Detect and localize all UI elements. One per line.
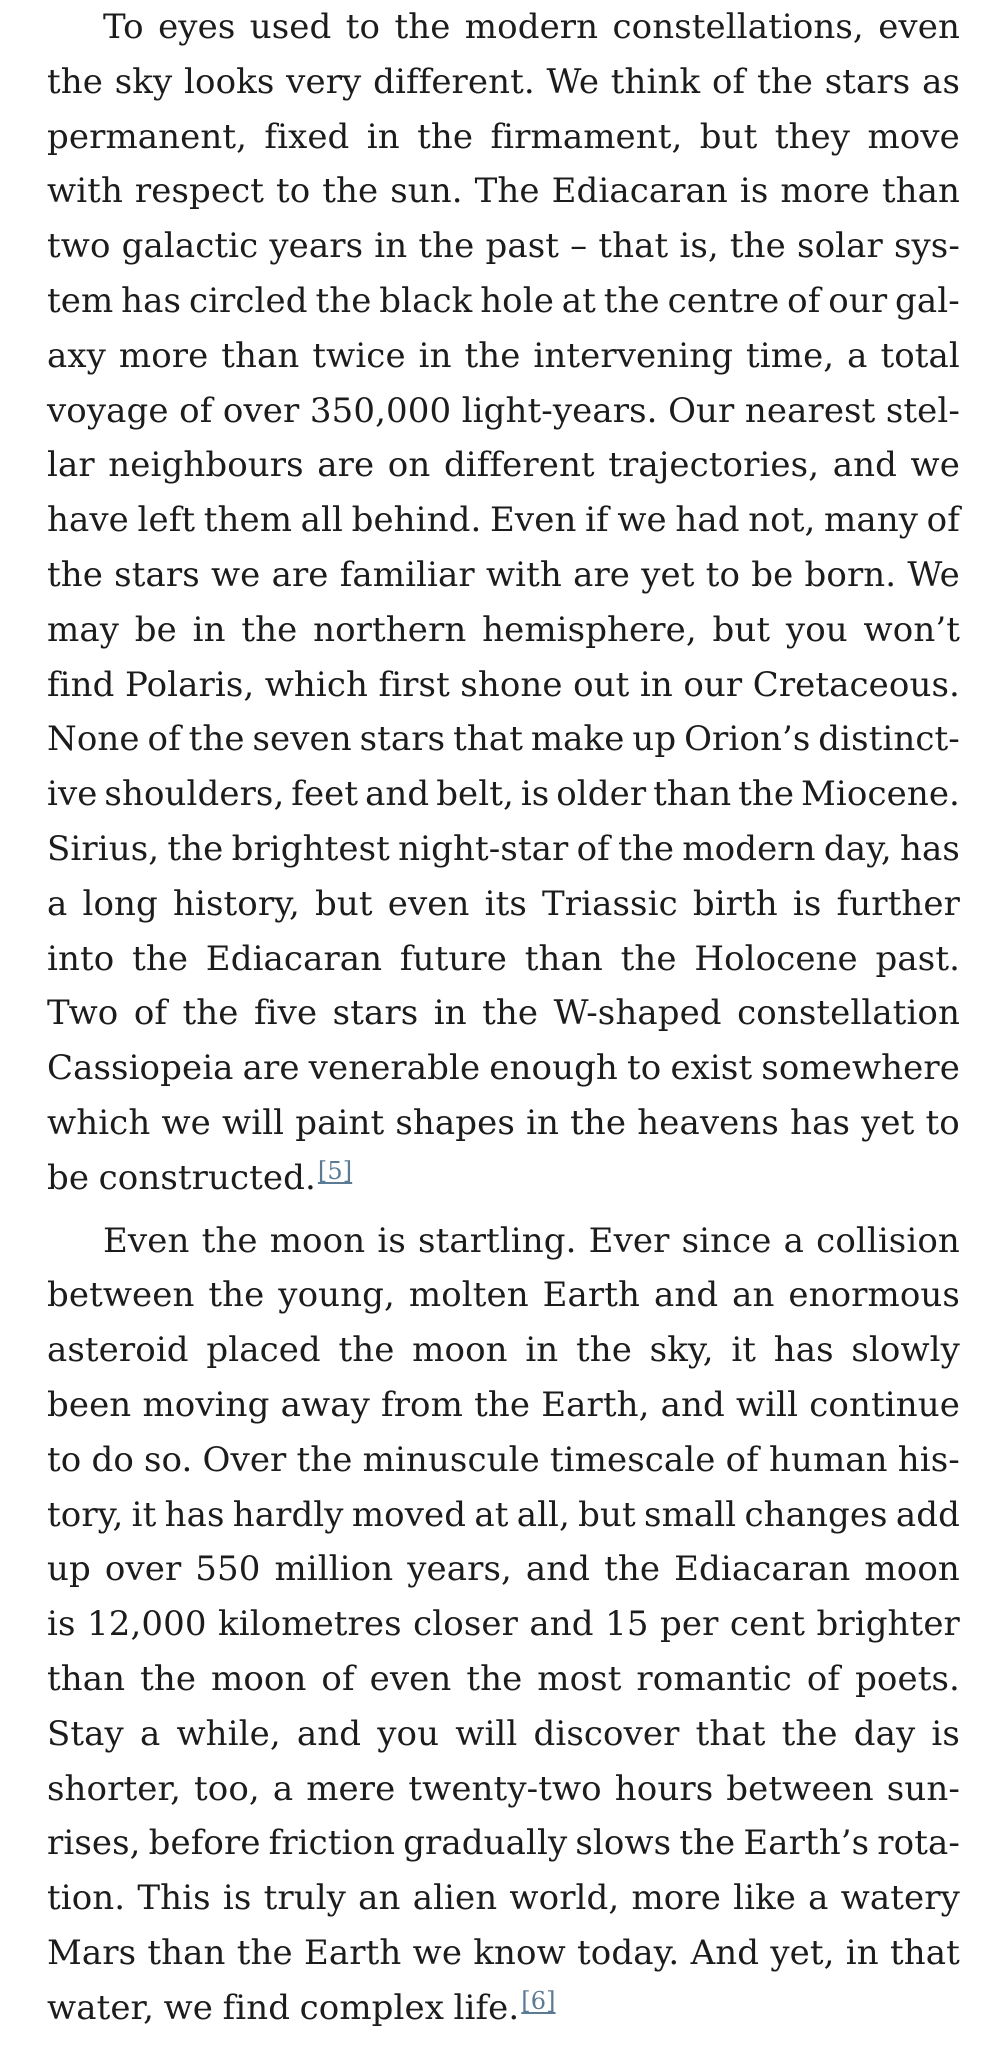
text-line: into the Ediacaran future than the Holocene past.	[47, 938, 960, 979]
text-line: a long history, but even its Triassic birth is further	[47, 883, 960, 924]
text-line: shorter, too, a mere twenty-two hours between sun-	[47, 1768, 960, 1809]
text-line: permanent, fixed in the firmament, but they move	[47, 116, 960, 157]
footnote-link[interactable]: [6]	[521, 1986, 556, 2015]
text-line: may be in the northern hemisphere, but you won’t	[47, 609, 960, 650]
footnote-link[interactable]: [5]	[317, 1156, 353, 1185]
text-line: have left them all behind. Even if we had not, many of	[47, 500, 960, 541]
text-line: lar neighbours are on different trajectories, and we	[47, 445, 960, 486]
text-line: been moving away from the Earth, and will continue	[47, 1384, 960, 1425]
text-line: be constructed.[5]	[47, 1156, 353, 1198]
text-line: water, we find complex life.[6]	[47, 1986, 556, 2028]
text-line: Two of the five stars in the W-shaped constellation	[47, 993, 960, 1034]
text-line: axy more than twice in the intervening time, a total	[47, 335, 960, 376]
text-line: asteroid placed the moon in the sky, it has slowly	[47, 1330, 960, 1371]
text-line: Even the moon is startling. Ever since a collision	[103, 1220, 960, 1261]
text-line: two galactic years in the past – that is, the solar sys-	[47, 226, 960, 267]
text-line: Stay a while, and you will discover that the day is	[47, 1713, 960, 1754]
text-line: than the moon of even the most romantic of poets.	[47, 1658, 960, 1699]
text-line: the sky looks very different. We think of the stars as	[47, 61, 960, 102]
text-line: the stars we are familiar with are yet to be born. We	[47, 554, 960, 595]
paragraph-moon	[47, 1214, 960, 2036]
text-line: tion. This is truly an alien world, more like a watery	[47, 1878, 960, 1919]
text-line: is 12,000 kilometres closer and 15 per cent brighter	[47, 1604, 960, 1645]
text-line: between the young, molten Earth and an enormous	[47, 1275, 960, 1316]
paragraph-gap	[47, 1206, 960, 1214]
text-line: To eyes used to the modern constellations, even	[103, 7, 960, 47]
text-line: to do so. Over the minuscule timescale of human his-	[47, 1439, 960, 1480]
text-line: Sirius, the brightest night-star of the modern day, has	[47, 828, 960, 869]
text-line: Cassiopeia are venerable enough to exist somewhere	[47, 1048, 960, 1089]
text-line: which we will paint shapes in the heavens has yet to	[47, 1102, 960, 1143]
text-line: None of the seven stars that make up Orion’s distinct-	[47, 719, 960, 760]
text-line: tory, it has hardly moved at all, but small changes add	[47, 1494, 960, 1535]
text-line: up over 550 million years, and the Ediacaran moon	[47, 1549, 960, 1590]
text-line: rises, before friction gradually slows the Earth’s rota-	[47, 1823, 960, 1864]
text-line: with respect to the sun. The Ediacaran is more than	[47, 171, 960, 212]
text-line: voyage of over 350,000 light-years. Our nearest stel-	[47, 390, 960, 431]
text-line: Mars than the Earth we know today. And yet, in that	[47, 1932, 960, 1973]
text-line: tem has circled the black hole at the centre of our gal-	[47, 280, 960, 321]
text-line: ive shoulders, feet and belt, is older than the Miocene.	[47, 774, 960, 815]
paragraph-stars	[47, 0, 960, 1206]
text-line: find Polaris, which first shone out in our Cretaceous.	[47, 664, 960, 705]
